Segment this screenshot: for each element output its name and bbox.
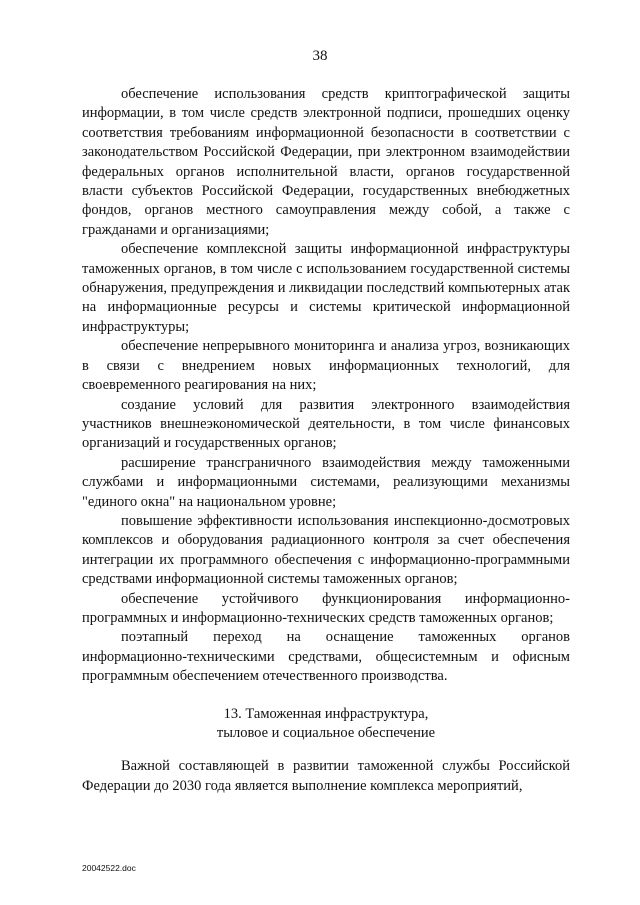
section-heading [82, 705, 570, 744]
section-heading-line-2: тыловое и социальное обеспечение [216, 725, 436, 741]
paragraph-cross-border-interaction: расширение трансграничного взаимодействия между таможенными службами и информационными системами, реализующими механизмы "единого окна" на национальном уровне; [82, 454, 570, 510]
paragraph-infrastructure-protection: обеспечение комплексной защиты информационной инфраструктуры таможенных органов, в том числе с использованием государственной системы обнаружения, предупреждения и ликвидации последствий компьютерных атак на информационные ресурсы и системы критической информационной инфраструктуры; [82, 241, 570, 335]
section-heading-line-1: 13. Таможенная инфраструктура, [223, 705, 429, 722]
footer-filename: 20042522.doc [82, 863, 136, 873]
paragraph-cryptographic-protection: обеспечение использования средств криптографической защиты информации, в том числе средств электронной подписи, прошедших оценку соответствия требованиям информационной безопасности в соответствии с законодательством Российской Федерации, при электронном взаимодействии федеральных органов исполнительной власти, органов государственной власти субъектов Российской Федерации, государственных внебюджетных фондов, органов местного самоуправления между собой, а также с гражданами и организациями; [82, 86, 570, 238]
paragraph-domestic-software: поэтапный переход на оснащение таможенных органов информационно-техническими средствами, общесистемным и офисным программным обеспечением отечественного производства. [82, 629, 570, 685]
document-body [82, 85, 570, 796]
paragraph-stable-functioning: обеспечение устойчивого функционирования информационно-программных и информационно-технических средств таможенных органов; [82, 590, 570, 626]
paragraph-electronic-interaction: создание условий для развития электронного взаимодействия участников внешнеэкономической деятельности, в том числе финансовых организаций и государственных органов; [82, 396, 570, 452]
paragraph-inspection-efficiency: повышение эффективности использования инспекционно-досмотровых комплексов и оборудования радиационного контроля за счет обеспечения интеграции их программного обеспечения с информационно-программными средствами информационной системы таможенных органов; [82, 512, 570, 588]
paragraph-threat-monitoring: обеспечение непрерывного мониторинга и анализа угроз, возникающих в связи с внедрением новых информационных технологий, для своевременного реагирования на них; [82, 338, 570, 394]
paragraph-section-intro: Важной составляющей в развитии таможенной службы Российской Федерации до 2030 года является выполнение комплекса мероприятий, [82, 758, 570, 794]
page-number: 38 [312, 48, 328, 64]
